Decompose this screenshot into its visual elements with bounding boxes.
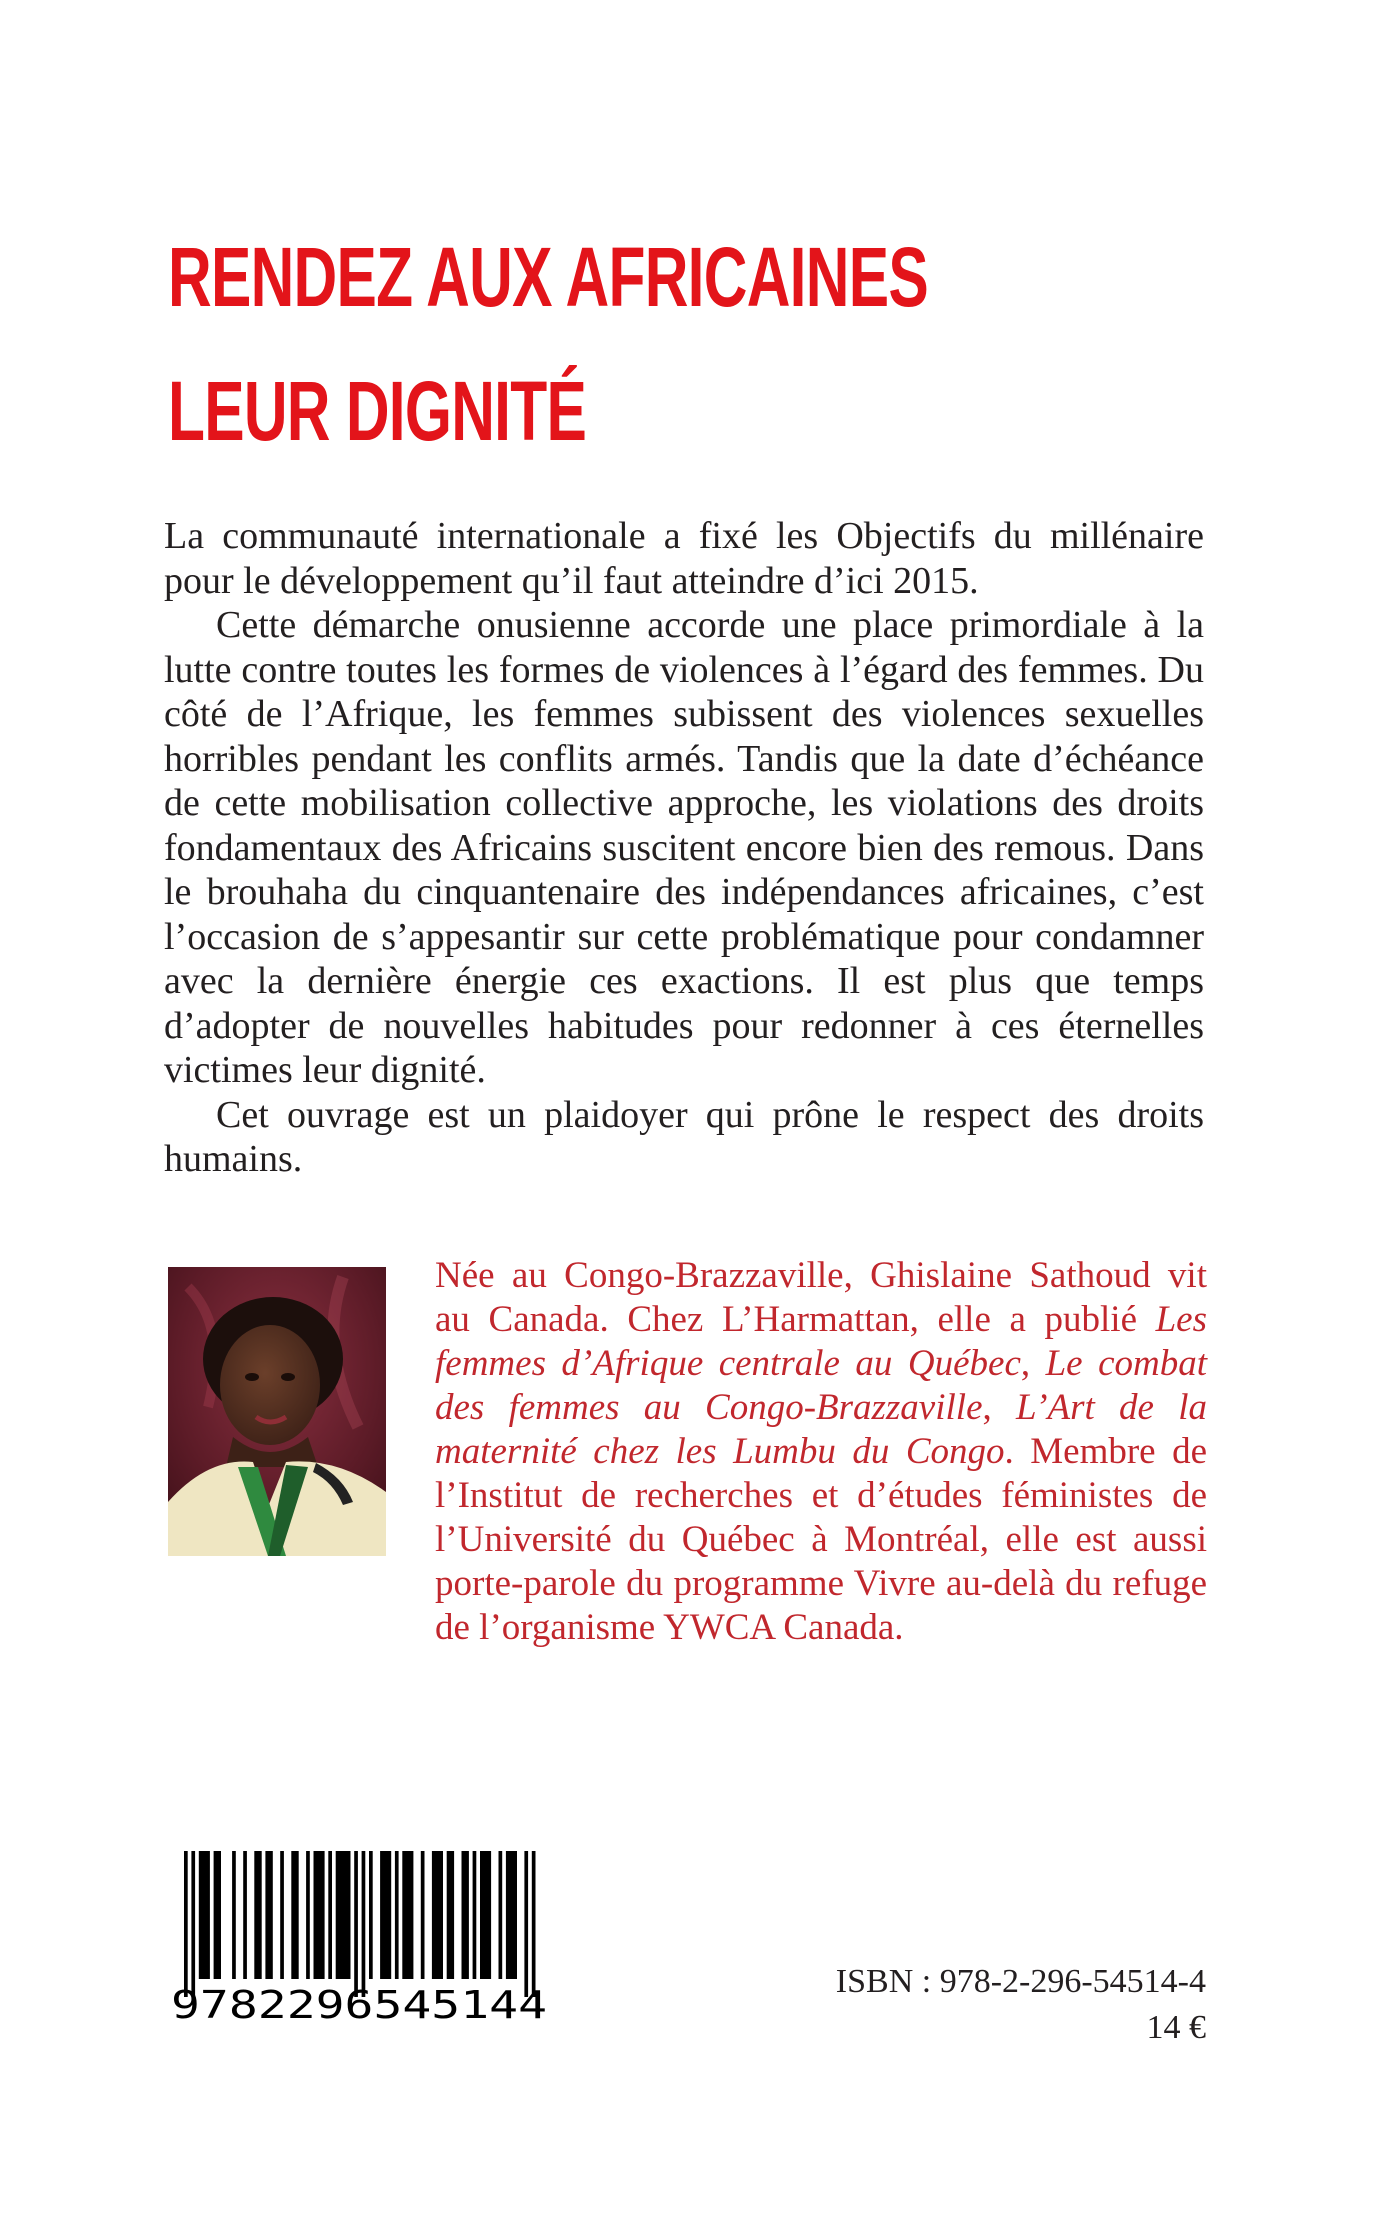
author-portrait-image xyxy=(168,1267,386,1556)
barcode-graphic xyxy=(168,1851,551,2021)
bio-separator-1: , xyxy=(1020,1343,1046,1384)
barcode-bar xyxy=(291,1851,298,1979)
barcode-bar xyxy=(354,1851,358,1997)
barcode-bar xyxy=(191,1851,195,1997)
barcode xyxy=(168,1851,551,2021)
book-blurb xyxy=(164,514,1204,1182)
barcode-bar xyxy=(280,1851,284,1979)
author-photo xyxy=(168,1267,386,1556)
barcode-bar xyxy=(336,1851,351,1979)
barcode-bar xyxy=(254,1851,261,1979)
barcode-bar xyxy=(314,1851,325,1979)
barcode-bar xyxy=(265,1851,272,1979)
barcode-bar xyxy=(362,1851,366,1997)
isbn-block xyxy=(780,1959,1206,2051)
bio-separator-2: , xyxy=(982,1387,1016,1428)
barcode-bar xyxy=(480,1851,491,1979)
barcode-bar xyxy=(462,1851,469,1979)
barcode-bar xyxy=(184,1851,188,1997)
barcode-bar xyxy=(199,1851,210,1979)
barcode-bar xyxy=(506,1851,517,1979)
bio-book-title-2: Le combat des femmes au Congo-Brazzaville xyxy=(435,1343,1208,1428)
bio-text-intro: Née au Congo-Brazzaville, Ghislaine Sathoud vit au Canada. Chez L’Harmattan, elle a publié xyxy=(435,1255,1207,1340)
barcode-bar xyxy=(432,1851,443,1979)
barcode-bar xyxy=(243,1851,247,1979)
isbn-number: ISBN : 978-2-296-54514-4 xyxy=(835,1963,1206,2000)
barcode-number: 9782296545144 xyxy=(171,1983,547,2021)
barcode-bar xyxy=(395,1851,399,1979)
book-title-line-2: LEUR DIGNITÉ xyxy=(168,364,587,458)
barcode-bar xyxy=(402,1851,413,1979)
bio-text-rest: . Membre de l’Institut de recherches et d’études féministes de l’Université du Québec à Montréal, elle est aussi porte-parole du programme Vivre au-delà du refuge de l’organisme YWCA Canada. xyxy=(435,1431,1207,1648)
author-bio xyxy=(435,1254,1207,1650)
price: 14 € xyxy=(1146,2009,1206,2046)
barcode-bar xyxy=(369,1851,373,1979)
book-title xyxy=(168,210,928,478)
barcode-bar xyxy=(380,1851,391,1979)
book-title-line-1: RENDEZ AUX AFRICAINES xyxy=(168,230,928,324)
barcode-bar xyxy=(532,1851,536,1997)
blurb-paragraph-1: La communauté internationale a fixé les Objectifs du millénaire pour le développement qu’il faut atteindre d’ici 2015. xyxy=(164,515,1204,602)
barcode-bar xyxy=(473,1851,477,1979)
barcode-bar xyxy=(524,1851,528,1997)
barcode-bar xyxy=(499,1851,503,1979)
barcode-bar xyxy=(306,1851,310,1979)
barcode-bar xyxy=(232,1851,236,1979)
bio-book-title-3: L’Art de la maternité chez les Lumbu du Congo xyxy=(435,1387,1207,1472)
blurb-paragraph-3: Cet ouvrage est un plaidoyer qui prône le respect des droits humains. xyxy=(164,1093,1204,1180)
barcode-bar xyxy=(214,1851,221,1979)
barcode-bar xyxy=(328,1851,332,1979)
barcode-bar xyxy=(447,1851,454,1979)
barcode-bar xyxy=(421,1851,425,1979)
bio-book-title-1: Les femmes d’Afrique centrale au Québec xyxy=(435,1299,1207,1384)
blurb-paragraph-2: Cette démarche onusienne accorde une place primordiale à la lutte contre toutes les formes de violences à l’égard des femmes. Du côté de l’Afrique, les femmes subissent des violences sexuelles horribles pendant les conflits armés. Tandis que la date d’échéance de cette mobilisation collective approche, les violations des droits fondamentaux des Africains suscitent encore bien des remous. Dans le brouhaha du cinquantenaire des indépendances africaines, c’est l’occasion de s’appesantir sur cette problématique pour condamner avec la dernière énergie ces exactions. Il est plus que temps d’adopter de nouvelles habitudes pour redonner à ces éternelles victimes leur dignité. xyxy=(164,604,1204,1091)
